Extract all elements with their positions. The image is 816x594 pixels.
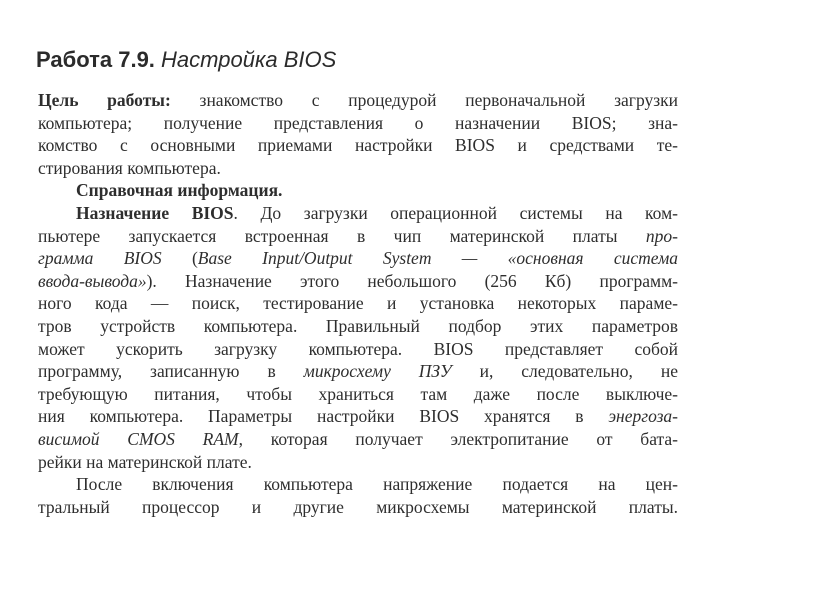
text-run: ввода-вывода»	[38, 270, 147, 291]
text-run: знакомство с процедурой первоначальной загрузки	[170, 90, 678, 110]
text-run: грамма BIOS	[38, 248, 162, 269]
text-line	[38, 428, 678, 451]
text-run: (	[161, 248, 198, 269]
text-run: Справочная информация.	[76, 180, 283, 201]
text-run: ного кода — поиск, тестирование и установка некоторых параме-	[38, 293, 678, 314]
text-line	[38, 225, 678, 248]
text-run: комство с основными приемами настройки BIOS и средствами те-	[38, 135, 678, 156]
text-run: требующую питания, чтобы храниться там даже после выключе-	[38, 383, 678, 404]
text-line	[38, 496, 678, 519]
text-run: висимой CMOS RAM	[38, 428, 239, 449]
text-run: . До загрузки операционной системы на ком-	[233, 202, 678, 223]
text-run: компьютера; получение представления о назначении BIOS; зна-	[38, 112, 678, 133]
body-text	[38, 89, 678, 518]
section-heading	[36, 47, 336, 73]
text-run: и, следовательно, не	[451, 361, 679, 382]
text-run: После включения компьютера напряжение подается на цен-	[76, 474, 678, 495]
text-line	[38, 360, 678, 383]
text-line	[38, 202, 678, 225]
text-line	[38, 383, 678, 406]
text-line	[38, 134, 678, 157]
text-line	[38, 473, 678, 496]
section-title: Настройка BIOS	[161, 47, 337, 72]
text-line	[38, 338, 678, 361]
text-line	[38, 451, 678, 474]
text-line	[38, 157, 678, 180]
text-run: ния компьютера. Параметры настройки BIOS хранятся в	[38, 406, 609, 427]
text-run: ). Назначение этого небольшого (256 Кб) программ-	[146, 270, 678, 291]
text-line	[38, 315, 678, 338]
text-line	[38, 112, 678, 135]
text-run: программу, записанную в	[38, 361, 304, 382]
text-run: Назначение BIOS	[76, 202, 234, 223]
text-run: стирования компьютера.	[38, 157, 221, 178]
text-run: про-	[645, 225, 678, 246]
text-run: пьютере запускается встроенная в чип материнской платы	[38, 225, 646, 246]
text-line	[38, 405, 678, 428]
text-run: Base Input/Output System — «основная система	[197, 248, 679, 269]
subheading-reference-info	[38, 179, 678, 202]
text-run: энергоза-	[608, 406, 678, 427]
text-run: , которая получает электропитание от бата-	[238, 428, 678, 449]
text-line	[38, 292, 678, 315]
text-run: рейки на материнской плате.	[38, 451, 252, 472]
text-line	[38, 247, 678, 270]
text-run: тральный процессор и другие микросхемы материнской платы.	[38, 496, 678, 517]
section-number: Работа 7.9.	[36, 47, 155, 72]
text-line	[38, 89, 678, 112]
text-run: Цель работы:	[38, 90, 171, 110]
text-line	[38, 270, 678, 293]
text-run: может ускорить загрузку компьютера. BIOS представляет собой	[38, 338, 678, 359]
text-run: микросхему ПЗУ	[303, 361, 452, 382]
text-run: тров устройств компьютера. Правильный подбор этих параметров	[38, 315, 678, 336]
